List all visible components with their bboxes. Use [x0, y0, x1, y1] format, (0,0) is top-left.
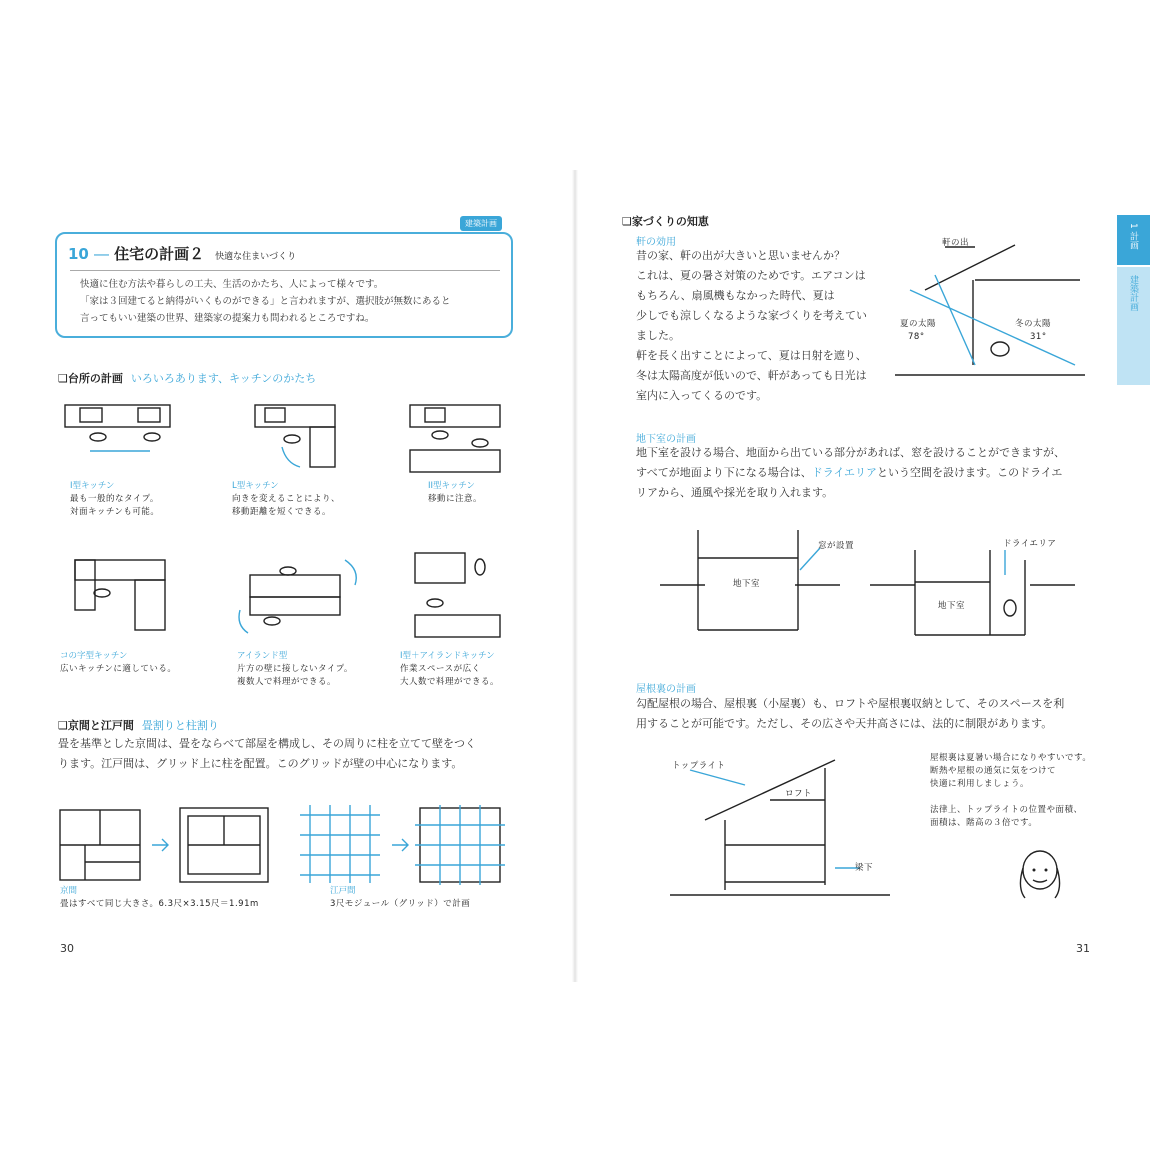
page-number-right: 31 [1076, 942, 1090, 955]
basement-with-dry-area [870, 550, 1075, 635]
attic-line: 用することが可能です。ただし、その広さや天井高さには、法的に制限があります。 [636, 717, 1053, 730]
kyoma-heading-sub: 畳割りと柱割り [141, 719, 219, 732]
kitchen-desc: 移動距離を短くできる。 [232, 507, 332, 517]
toplight-label: トップライト [672, 761, 726, 771]
wisdom-heading: ❑家づくりの知恵 [622, 215, 709, 228]
kyoma-note: 畳はすべて同じ大きさ。6.3尺×3.15尺＝1.91m [60, 899, 259, 909]
kitchen-caption-ii [428, 480, 482, 506]
kitchen-heading: ❑台所の計画 [58, 372, 123, 385]
kyoma-text [58, 734, 476, 774]
basement-line-c: という空間を設けます。このドライエ [877, 466, 1063, 479]
title-rule [70, 270, 500, 271]
attic-note: 断熱や屋根の通気に気をつけて [930, 766, 1057, 776]
eaves-line: ました。 [636, 329, 680, 342]
eaves-line: 少しでも涼しくなるような家づくりを考えてい [636, 309, 867, 322]
eaves-line: もちろん、扇風機もなかった時代、夏は [636, 289, 835, 302]
side-tab-chapter: 1 計画 [1117, 215, 1150, 265]
kitchen-desc: 複数人で料理ができる。 [237, 677, 337, 687]
chapter-tag: 建築計画 [460, 216, 502, 231]
eaves-text [636, 246, 867, 406]
attic-note: 快適に利用しましょう。 [930, 779, 1030, 789]
kitchen-caption-i-island [400, 650, 499, 689]
eaves-illustration [895, 235, 1095, 390]
arrow-icon [392, 839, 408, 851]
loft-label: ロフト [785, 789, 813, 799]
kitchen-name: II型キッチン [428, 481, 475, 491]
side-tab-section: 建築計画 [1117, 267, 1150, 385]
title-main: 住宅の計画２ [114, 245, 205, 263]
kyoma-wall-plan [180, 808, 268, 882]
kyoma-tatami-plan [60, 810, 140, 880]
kitchen-name: アイランド型 [237, 651, 288, 661]
edoma-caption [330, 885, 470, 911]
winter-angle-label: 31° [1030, 332, 1047, 342]
title-number: 10 [68, 245, 89, 263]
ceiling-label: 梁下 [855, 863, 874, 873]
attic-note: 屋根裏は夏暑い場合になりやすいです。 [930, 753, 1092, 763]
intro-text [80, 276, 451, 327]
ii-kitchen-plan [410, 405, 500, 472]
kitchen-desc: 最も一般的なタイプ。 [70, 494, 159, 504]
basement-line-a: すべてが地面より下になる場合は、 [636, 466, 812, 479]
u-kitchen-plan [75, 560, 165, 630]
kitchen-heading-sub: いろいろあります、キッチンのかたち [130, 372, 317, 385]
i-kitchen-plan [65, 405, 170, 451]
basement-line: リアから、通風や採光を取り入れます。 [636, 486, 834, 499]
kitchen-caption-l [232, 480, 340, 519]
page-number-left: 30 [60, 942, 74, 955]
window-label: 窓が設置 [818, 541, 855, 551]
kyoma-caption [60, 885, 259, 911]
kitchen-caption-u [60, 650, 176, 676]
kitchen-caption-island [237, 650, 353, 689]
character-illustration [1015, 848, 1065, 903]
basement-line [636, 463, 1065, 483]
kyoma-heading: ❑京間と江戸間 [58, 719, 134, 732]
eaves-subheading: 軒の効用 [636, 237, 676, 248]
kitchen-desc: 対面キッチンも可能。 [70, 507, 160, 517]
eaves-line: これは、夏の暑さ対策のためです。エアコンは [636, 269, 866, 282]
attic-note: 面積は、階高の３倍です。 [930, 818, 1038, 828]
attic-note: 法律上、トップライトの位置や面積、 [930, 805, 1083, 815]
kitchen-desc: 移動に注意。 [428, 494, 483, 504]
intro-line: 「家は３回建てると納得がいくものができる」と言われますが、選択肢が無数にあると [80, 296, 451, 307]
arrow-icon [152, 839, 168, 851]
eaves-line: 室内に入ってくるのです。 [636, 389, 768, 402]
kyoma-text-line: 畳を基準とした京間は、畳をならべて部屋を構成し、その周りに柱を立てて壁をつく [58, 737, 476, 750]
title-sub: 快適な住まいづくり [215, 252, 297, 262]
kitchen-section-heading [58, 370, 316, 386]
kitchen-caption-i [70, 480, 159, 519]
summer-sun-label: 夏の太陽 [900, 319, 937, 329]
dry-area-term: ドライエリア [811, 466, 878, 479]
kitchen-name: L型キッチン [232, 481, 279, 491]
eaves-line: 昔の家、軒の出が大きいと思いませんか？ [636, 249, 845, 262]
edoma-wall-plan [415, 805, 505, 885]
eaves-line: 冬は太陽高度が低いので、軒があっても日光は [636, 369, 867, 382]
basement-subheading: 地下室の計画 [636, 434, 696, 445]
page-title [68, 243, 296, 264]
kitchen-name: I型キッチン [70, 481, 115, 491]
kitchen-desc: 向きを変えることにより、 [232, 494, 341, 504]
kitchen-desc: 片方の壁に接しないタイプ。 [237, 664, 353, 674]
l-kitchen-plan [255, 405, 335, 467]
basement-text [636, 443, 1065, 503]
intro-line: 快適に住む方法や暮らしの工夫、生活のかたち、人によって様々です。 [80, 279, 384, 290]
intro-line: 言ってもいい建築の世界、建築家の提案力も問われるところですね。 [80, 313, 375, 324]
kyoma-text-line: ります。江戸間は、グリッド上に柱を配置。このグリッドが壁の中心になります。 [58, 757, 463, 770]
attic-line: 勾配屋根の場合、屋根裏（小屋裏）も、ロフトや屋根裏収納として、そのスペースを利 [636, 697, 1065, 710]
kyoma-label: 京間 [60, 886, 78, 896]
edoma-grid-plan [300, 805, 380, 883]
attic-note [930, 791, 1091, 804]
attic-text [636, 694, 1064, 734]
basement-line: 地下室を設ける場合、地面から出ている部分があれば、窓を設けることができますが、 [636, 446, 1065, 459]
kyoma-section-heading [58, 717, 219, 733]
kitchen-desc: 大人数で料理ができる。 [400, 677, 500, 687]
attic-notes [930, 752, 1091, 830]
kitchen-name: I型＋アイランドキッチン [400, 651, 495, 661]
book-gutter [572, 170, 578, 982]
eaves-line: 軒を長く出すことによって、夏は日射を遮り、 [636, 349, 867, 362]
basement-room-label: 地下室 [938, 601, 966, 611]
kitchen-plans-illustration [60, 395, 540, 675]
island-kitchen-plan [239, 560, 356, 633]
i-island-kitchen-plan [415, 553, 500, 637]
basement-room-label: 地下室 [733, 579, 761, 589]
eave-label: 軒の出 [942, 238, 970, 248]
winter-sun-label: 冬の太陽 [1015, 319, 1052, 329]
edoma-label: 江戸間 [330, 886, 356, 896]
kitchen-name: コの字型キッチン [60, 651, 128, 661]
edoma-note: 3尺モジュール（グリッド）で計画 [330, 899, 471, 909]
summer-angle-label: 78° [908, 332, 925, 342]
kyoma-edoma-illustration [60, 805, 530, 885]
kitchen-desc: 作業スペースが広く [400, 664, 481, 674]
title-dash: ― [93, 245, 109, 263]
kitchen-desc: 広いキッチンに適している。 [60, 664, 177, 674]
dry-area-label: ドライエリア [1003, 539, 1057, 549]
attic-subheading: 屋根裏の計画 [636, 684, 696, 695]
